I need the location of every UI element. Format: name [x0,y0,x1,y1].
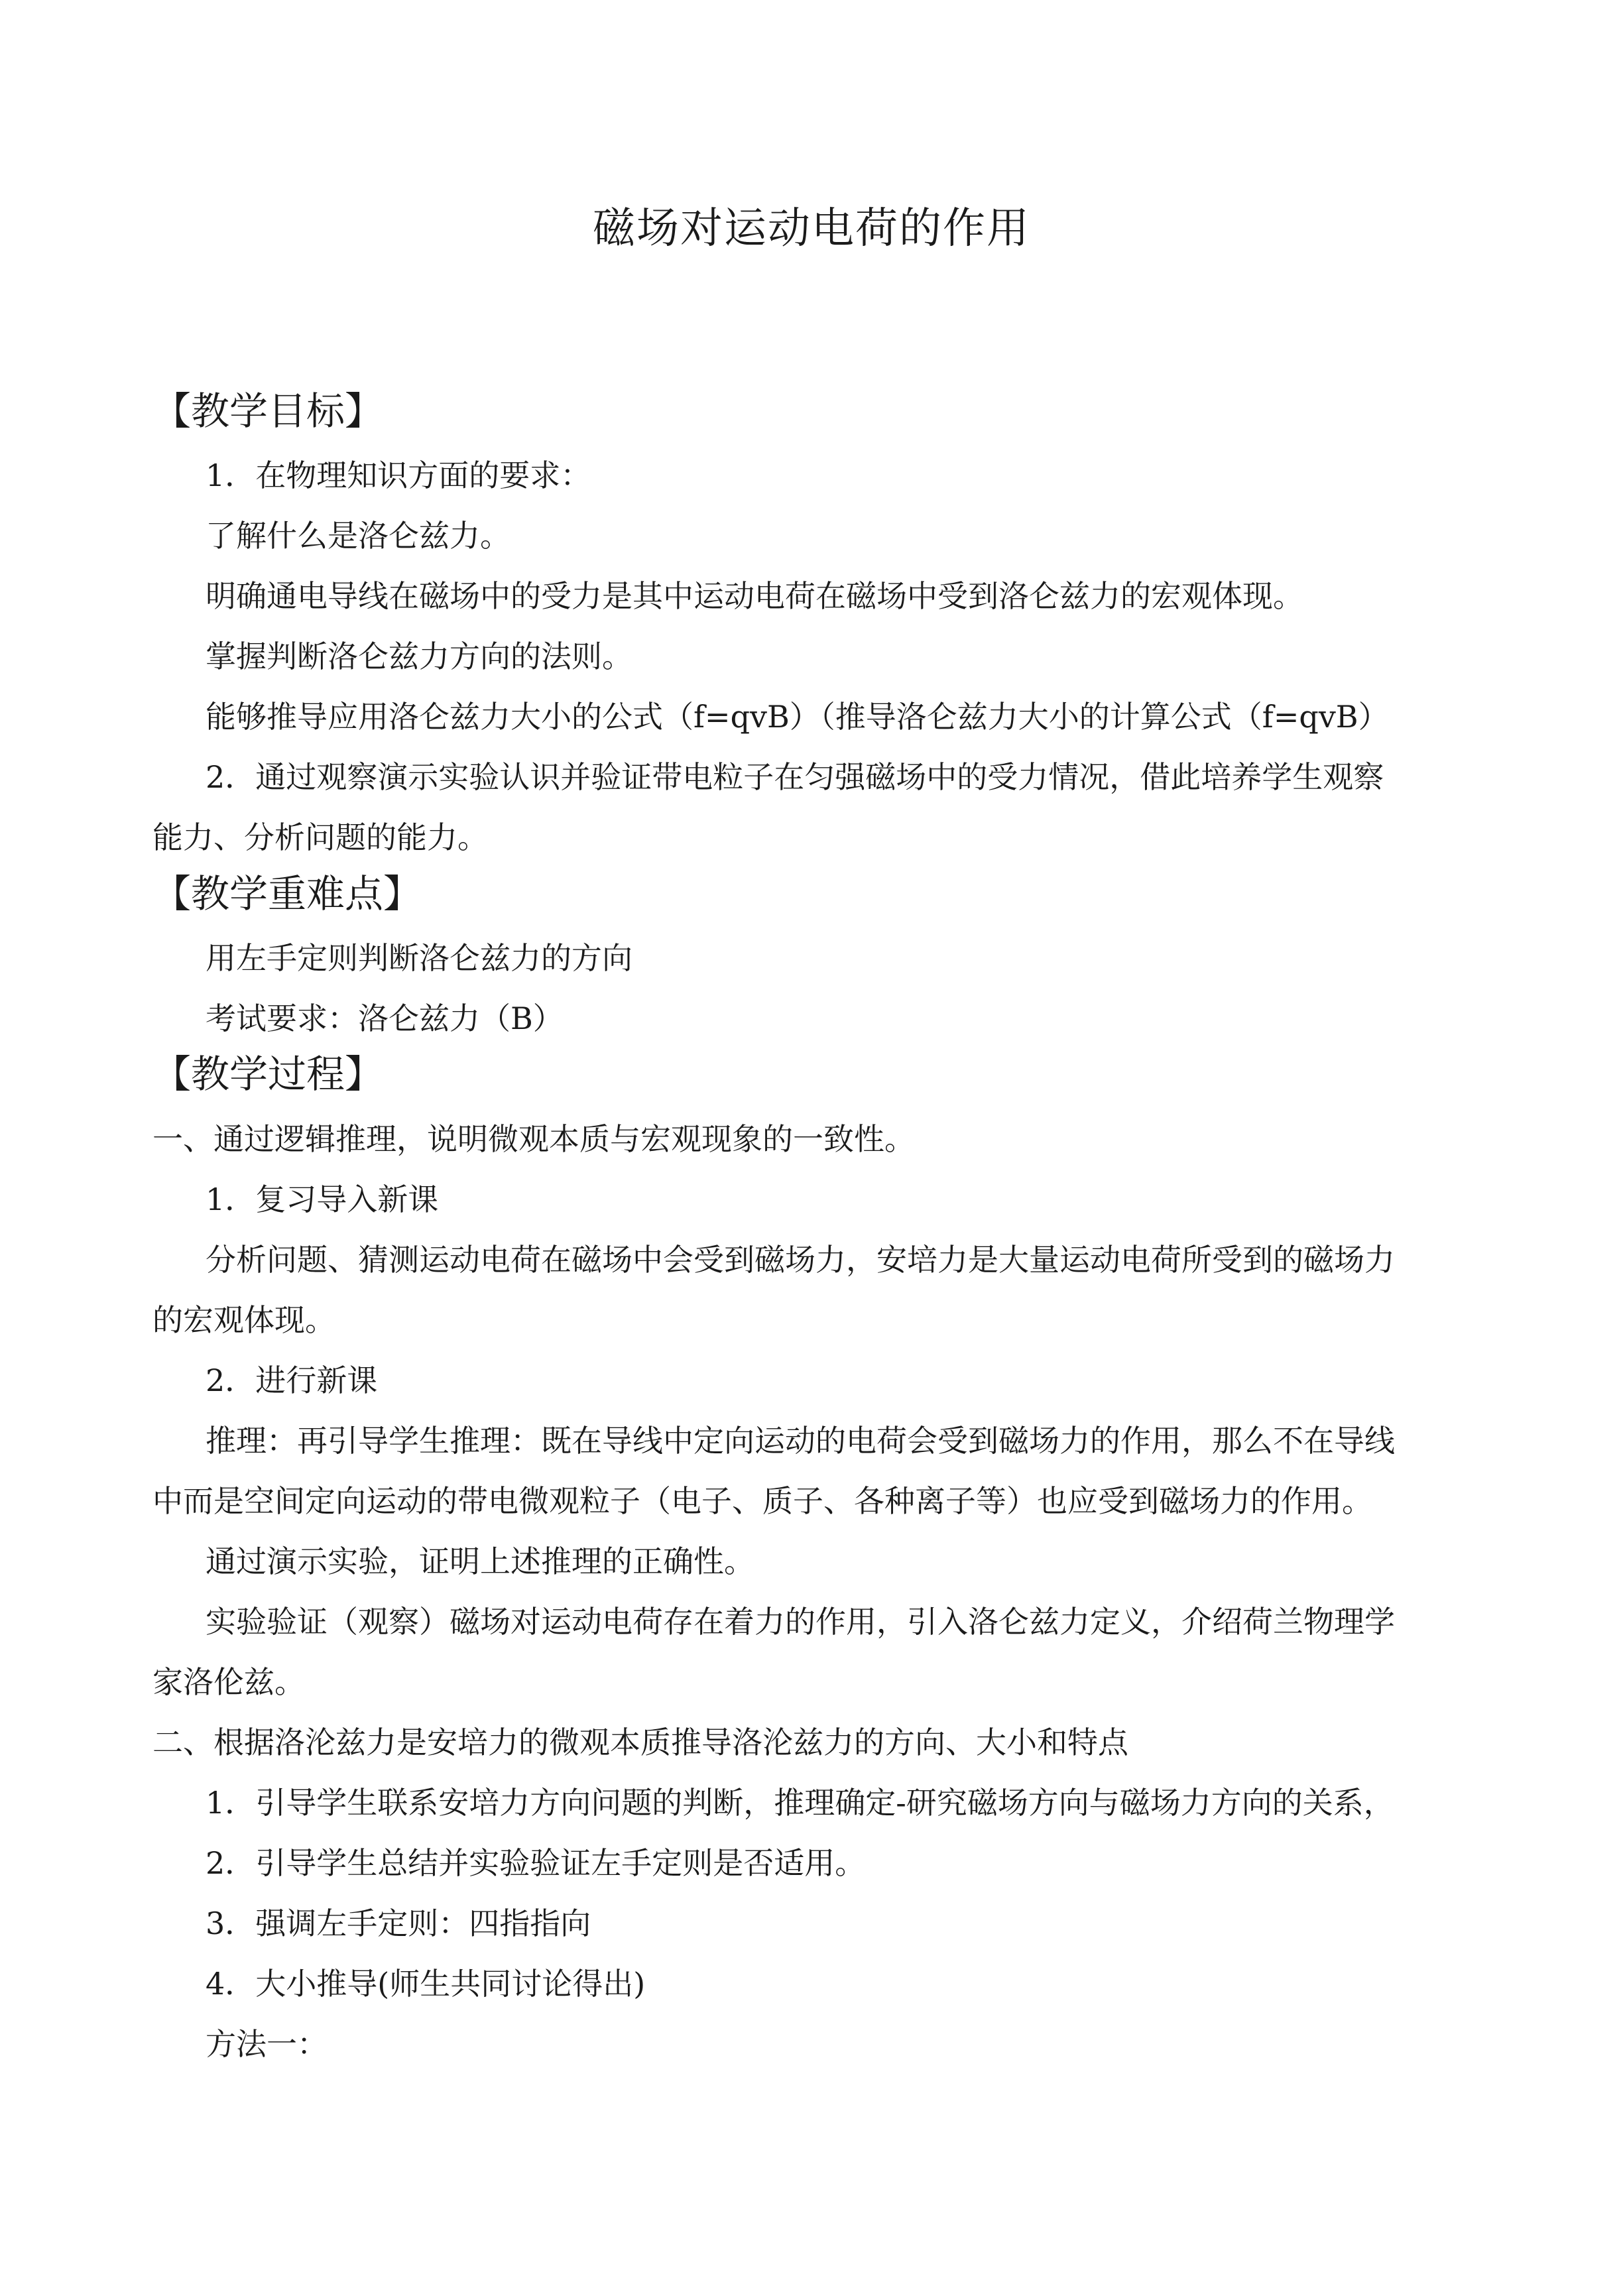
paragraph: 实验验证（观察）磁场对运动电荷存在着力的作用，引入洛仑兹力定义，介绍荷兰物理学 [206,1604,1395,1640]
paragraph: 1．复习导入新课 [206,1181,439,1217]
paragraph: 二、根据洛沦兹力是安培力的微观本质推导洛沦兹力的方向、大小和特点 [152,1724,1128,1760]
paragraph: 家洛伦兹。 [152,1664,305,1700]
paragraph: 能够推导应用洛仑兹力大小的公式（f=qvB）（推导洛仑兹力大小的计算公式（f=qvB） [206,699,1389,735]
paragraph: 方法一： [206,2026,328,2062]
paragraph: 分析问题、猜测运动电荷在磁场中会受到磁场力，安培力是大量运动电荷所受到的磁场力 [206,1242,1395,1278]
paragraph: 1．引导学生联系安培力方向问题的判断，推理确定-研究磁场方向与磁场力方向的关系， [206,1785,1394,1821]
paragraph: 能力、分析问题的能力。 [152,819,488,855]
paragraph: 通过演示实验，证明上述推理的正确性。 [206,1543,754,1579]
paragraph: 的宏观体现。 [152,1302,335,1338]
paragraph: 中而是空间定向运动的带电微观粒子（电子、质子、各种离子等）也应受到磁场力的作用。 [152,1483,1372,1519]
paragraph: 2．引导学生总结并实验验证左手定则是否适用。 [206,1845,866,1881]
paragraph: 明确通电导线在磁场中的受力是其中运动电荷在磁场中受到洛仑兹力的宏观体现。 [206,578,1303,614]
section-heading-key-points: 【教学重难点】 [152,871,422,916]
paragraph: 考试要求：洛仑兹力（B） [206,1000,564,1036]
paragraph: 4．大小推导(师生共同讨论得出) [206,1966,646,2002]
paragraph: 推理：再引导学生推理：既在导线中定向运动的电荷会受到磁场力的作用，那么不在导线 [206,1423,1395,1459]
paragraph: 了解什么是洛仑兹力。 [206,518,511,554]
section-heading-objectives: 【教学目标】 [152,389,384,434]
paragraph: 2．通过观察演示实验认识并验证带电粒子在匀强磁场中的受力情况，借此培养学生观察 [206,759,1384,795]
paragraph: 2．进行新课 [206,1362,378,1398]
paragraph: 1．在物理知识方面的要求： [206,457,591,493]
paragraph: 掌握判断洛仑兹力方向的法则。 [206,638,632,674]
section-heading-process: 【教学过程】 [152,1052,384,1097]
paragraph: 3．强调左手定则：四指指向 [206,1905,591,1941]
paragraph: 用左手定则判断洛仑兹力的方向 [206,940,632,976]
paragraph: 一、通过逻辑推理，说明微观本质与宏观现象的一致性。 [152,1121,915,1157]
page-title: 磁场对运动电荷的作用 [593,204,1030,253]
